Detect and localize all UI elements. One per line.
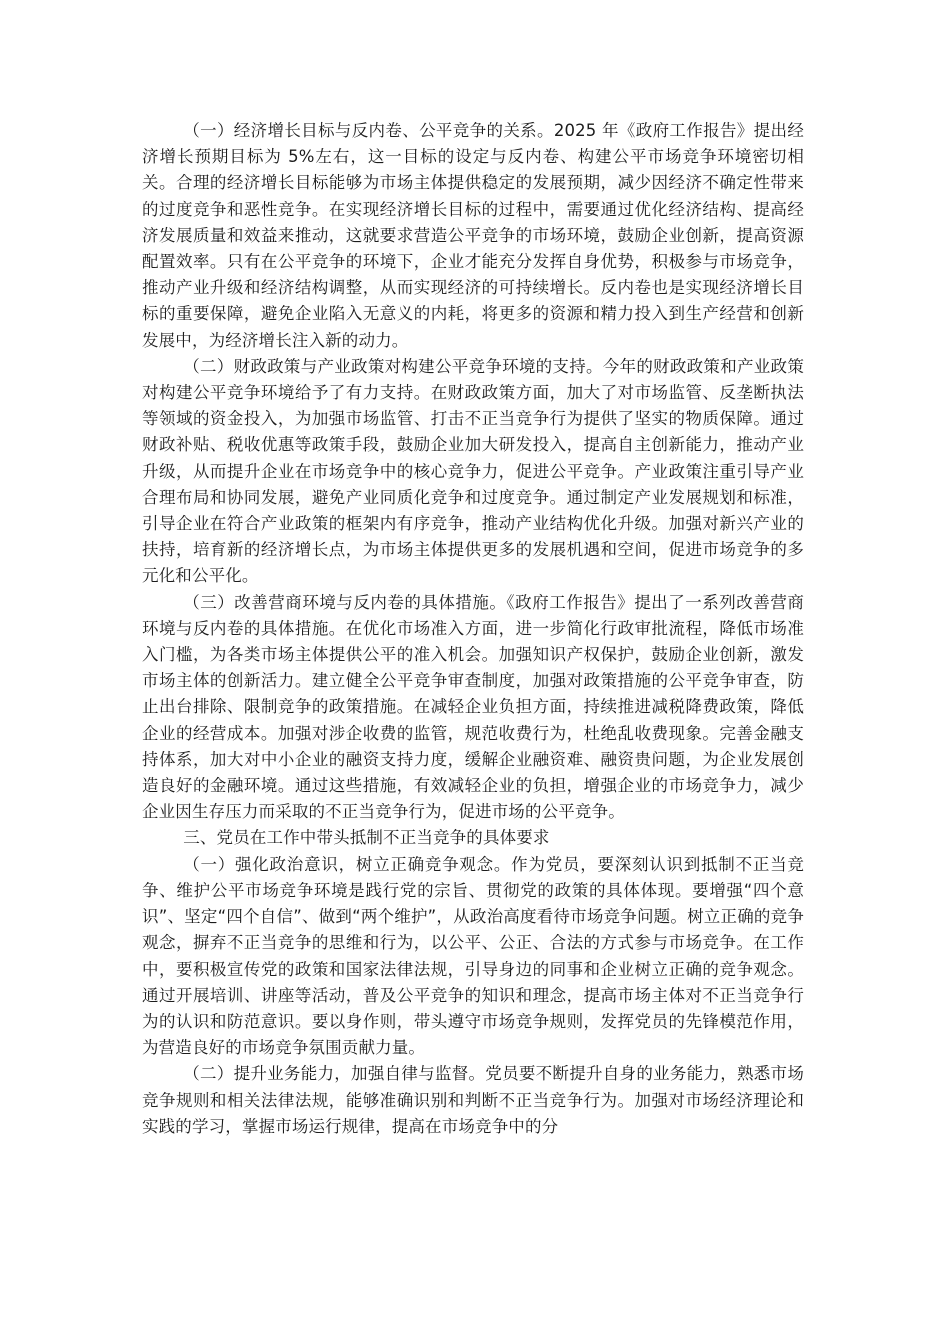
document-body — [142, 118, 804, 1140]
paragraph-business-environment-measures: （三）改善营商环境与反内卷的具体措施。《政府工作报告》提出了一系列改善营商环境与反内卷的具体措施。在优化市场准入方面，进一步简化行政审批流程，降低市场准入门槛，为各类市场主体提供公平的准入机会。加强知识产权保护，鼓励企业创新，激发市场主体的创新活力。建立健全公平竞争审查制度，加强对政策措施的公平竞争审查，防止出台排除、限制竞争的政策措施。在减轻企业负担方面，持续推进减税降费政策，降低企业的经营成本。加强对涉企收费的监管，规范收费行为，杜绝乱收费现象。完善金融支持体系，加大对中小企业的融资支持力度，缓解企业融资难、融资贵问题，为企业发展创造良好的金融环境。通过这些措施，有效减轻企业的负担，增强企业的市场竞争力，减少企业因生存压力而采取的不正当竞争行为，促进市场的公平竞争。 — [142, 592, 804, 822]
paragraph-professional-ability: （二）提升业务能力，加强自律与监督。党员要不断提升自身的业务能力，熟悉市场竞争规则和相关法律法规，能够准确识别和判断不正当竞争行为。加强对市场经济理论和实践的学习，掌握市场运行规律，提高在市场竞争中的分 — [142, 1064, 804, 1136]
paragraph-economic-growth-target: （一）经济增长目标与反内卷、公平竞争的关系。2025 年《政府工作报告》提出经济增长预期目标为 5%左右，这一目标的设定与反内卷、构建公平市场竞争环境密切相关。合理的经济增长目标能够为市场主体提供稳定的发展预期，减少因经济不确定性带来的过度竞争和恶性竞争。在实现经济增长目标的过程中，需要通过优化经济结构、提高经济发展质量和效益来推动，这就要求营造公平竞争的市场环境，鼓励企业创新，提高资源配置效率。只有在公平竞争的环境下，企业才能充分发挥自身优势，积极参与市场竞争，推动产业升级和经济结构调整，从而实现经济的可持续增长。反内卷也是实现经济增长目标的重要保障，避免企业陷入无意义的内耗，将更多的资源和精力投入到生产经营和创新发展中，为经济增长注入新的动力。 — [142, 121, 804, 350]
section-heading-party-member-requirements: 三、党员在工作中带头抵制不正当竞争的具体要求 — [183, 828, 550, 848]
paragraph-fiscal-industrial-policy: （二）财政政策与产业政策对构建公平竞争环境的支持。今年的财政政策和产业政策对构建公平竞争环境给予了有力支持。在财政政策方面，加大了对市场监管、反垄断执法等领域的资金投入，为加强市场监管、打击不正当竞争行为提供了坚实的物质保障。通过财政补贴、税收优惠等政策手段，鼓励企业加大研发投入，提高自主创新能力，推动产业升级，从而提升企业在市场竞争中的核心竞争力，促进公平竞争。产业政策注重引导产业合理布局和协同发展，避免产业同质化竞争和过度竞争。通过制定产业发展规划和标准，引导企业在符合产业政策的框架内有序竞争，推动产业结构优化升级。加强对新兴产业的扶持，培育新的经济增长点，为市场主体提供更多的发展机遇和空间，促进市场竞争的多元化和公平化。 — [142, 356, 804, 586]
paragraph-political-awareness: （一）强化政治意识，树立正确竞争观念。作为党员，要深刻认识到抵制不正当竞争、维护公平市场竞争环境是践行党的宗旨、贯彻党的政策的具体体现。要增强“四个意识”、坚定“四个自信”、做到“两个维护”，从政治高度看待市场竞争问题。树立正确的竞争观念，摒弃不正当竞争的思维和行为，以公平、公正、合法的方式参与市场竞争。在工作中，要积极宣传党的政策和国家法律法规，引导身边的同事和企业树立正确的竞争观念。通过开展培训、讲座等活动，普及公平竞争的知识和理念，提高市场主体对不正当竞争行为的认识和防范意识。要以身作则，带头遵守市场竞争规则，发挥党员的先锋模范作用，为营造良好的市场竞争氛围贡献力量。 — [142, 854, 804, 1058]
